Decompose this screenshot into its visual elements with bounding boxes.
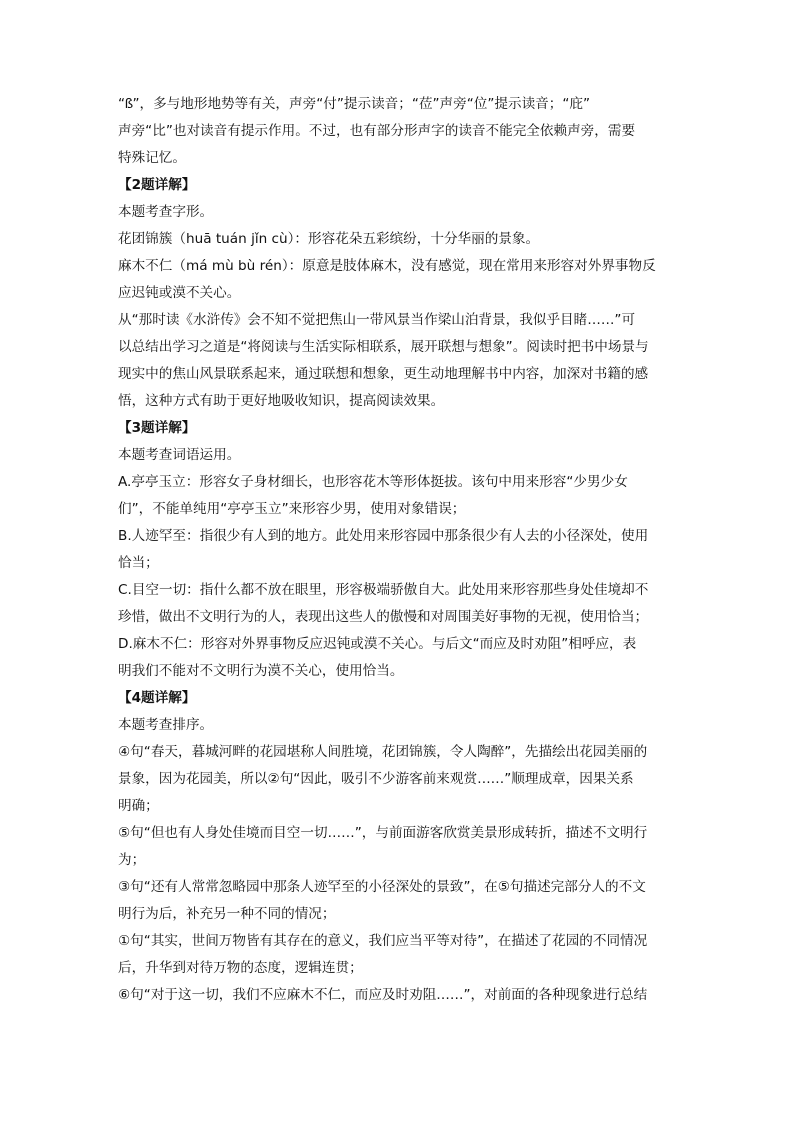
text-line: 本题考查字形。 <box>118 204 214 220</box>
text-line: ①句“其实，世间万物皆有其存在的意义，我们应当平等对待”，在描述了花园的不同情况 <box>118 933 648 949</box>
text-line: ④句“春天，暮城河畔的花园堪称人间胜境，花团锦簇，令人陶醉”，先描绘出花园美丽的 <box>118 744 648 760</box>
text-line: 特殊记忆。 <box>118 150 186 166</box>
text-line: 应迟钝或漠不关心。 <box>118 285 241 301</box>
text-line: 后，升华到对待万物的态度，逻辑连贯； <box>118 960 363 976</box>
text-line: C.目空一切：指什么都不放在眼里，形容极端骄傲自大。此处用来形容那些身处佳境却不 <box>118 582 649 598</box>
text-line: 本题考查排序。 <box>118 717 214 733</box>
section-heading-q3: 【3题详解】 <box>118 420 196 436</box>
text-line: 从“那时读《水浒传》会不知不觉把焦山一带风景当作梁山泊背景，我似乎目睹……”可 <box>118 312 636 328</box>
text-line: 本题考查词语运用。 <box>118 447 241 463</box>
section-heading-q2: 【2题详解】 <box>118 177 196 193</box>
text-line: B.人迹罕至：指很少有人到的地方。此处用来形容园中那条很少有人去的小径深处，使用 <box>118 528 649 544</box>
text-line: “ß”，多与地形地势等有关，声旁“付”提示读音；“莅”声旁“位”提示读音；“庇” <box>118 96 591 112</box>
text-line: ③句“还有人常常忽略园中那条人迹罕至的小径深处的景致”，在⑤句描述完部分人的不文 <box>118 879 646 895</box>
text-line: 为； <box>118 852 146 868</box>
text-line: A.亭亭玉立：形容女子身材细长，也形容花木等形体挺拔。该句中用来形容“少男少女 <box>118 474 628 490</box>
text-line: 声旁“比”也对读音有提示作用。不过，也有部分形声字的读音不能完全依赖声旁，需要 <box>118 123 636 139</box>
text-line: 麻木不仁（má mù bù rén）：原意是肢体麻木，没有感觉，现在常用来形容对外界事物反 <box>118 258 656 274</box>
text-line: 现实中的焦山风景联系起来，通过联想和想象，更生动地理解书中内容，加深对书籍的感 <box>118 366 649 382</box>
text-line: 明确； <box>118 798 159 814</box>
text-line: ⑥句“对于这一切，我们不应麻木不仁，而应及时劝阻……”，对前面的各种现象进行总结 <box>118 987 648 1003</box>
text-line: 恰当； <box>118 555 159 571</box>
text-line: ⑤句“但也有人身处佳境而目空一切……”，与前面游客欣赏美景形成转折，描述不文明行 <box>118 825 648 841</box>
text-line: 悟，这种方式有助于更好地吸收知识，提高阅读效果。 <box>118 393 445 409</box>
text-line: 们”，不能单纯用“亭亭玉立”来形容少男，使用对象错误； <box>118 501 466 517</box>
text-line: D.麻木不仁：形容对外界事物反应迟钝或漠不关心。与后文“而应及时劝阻”相呼应，表 <box>118 636 637 652</box>
document-body <box>118 91 678 1009</box>
text-line: 明行为后，补充另一种不同的情况； <box>118 906 336 922</box>
text-line: 明我们不能对不文明行为漠不关心，使用恰当。 <box>118 663 404 679</box>
text-line: 珍惜，做出不文明行为的人，表现出这些人的傲慢和对周围美好事物的无视，使用恰当； <box>118 609 649 625</box>
text-line: 景象，因为花园美，所以②句“因此，吸引不少游客前来观赏……”顺理成章，因果关系 <box>118 771 634 787</box>
section-heading-q4: 【4题详解】 <box>118 690 196 706</box>
text-line: 花团锦簇（huā tuán jǐn cù）：形容花朵五彩缤纷，十分华丽的景象。 <box>118 231 540 247</box>
text-line: 以总结出学习之道是“将阅读与生活实际相联系，展开联想与想象”。阅读时把书中场景与 <box>118 339 649 355</box>
